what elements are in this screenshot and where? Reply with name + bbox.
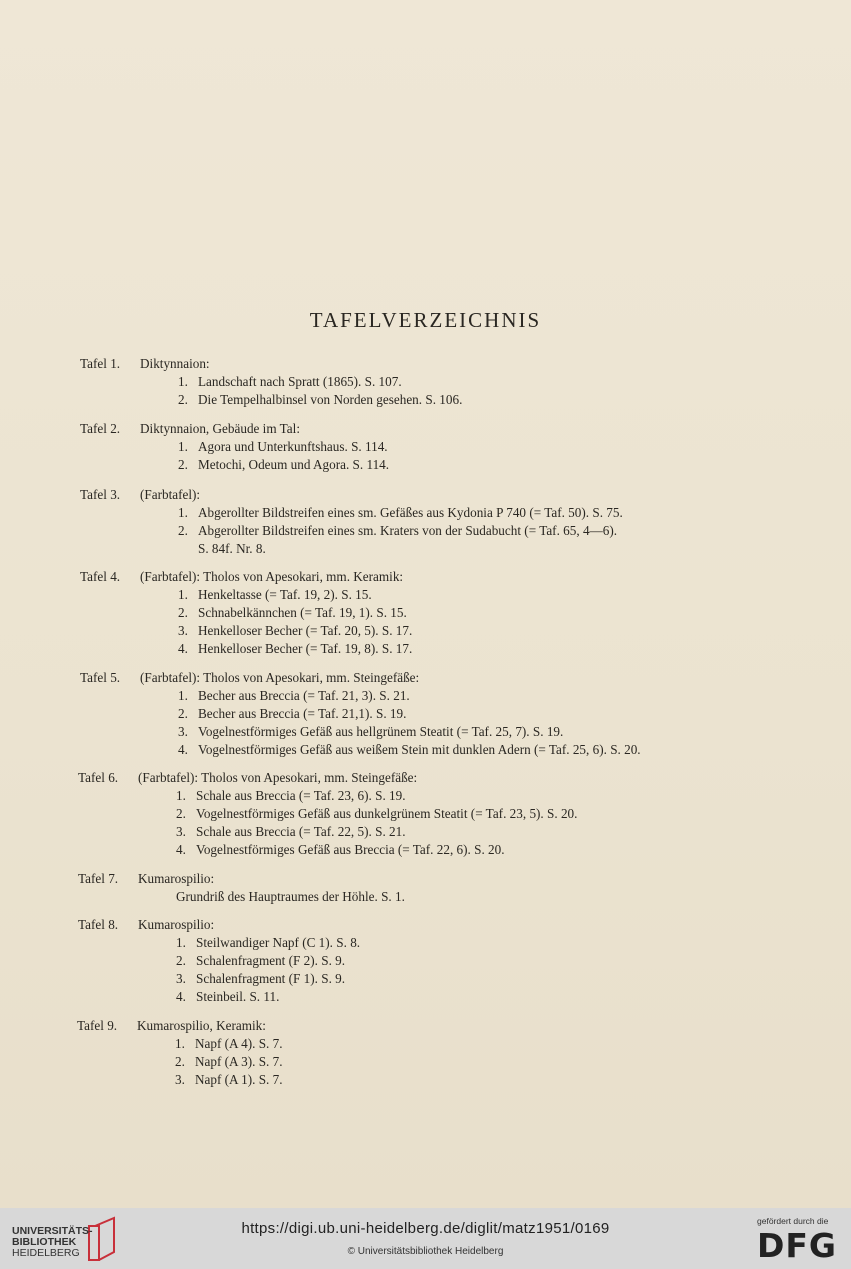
dfg-logo: DFG <box>757 1226 838 1265</box>
tafel-entry <box>77 1017 283 1089</box>
list-item: 1. Henkeltasse (= Taf. 19, 2). S. 15. <box>178 587 372 602</box>
list-item: 1. Abgerollter Bildstreifen eines sm. Gefäßes aus Kydonia P 740 (= Taf. 50). S. 75. <box>178 505 623 520</box>
list-item: 2. Vogelnestförmiges Gefäß aus dunkelgrünem Steatit (= Taf. 23, 5). S. 20. <box>176 806 578 821</box>
tafel-entry <box>78 916 361 1006</box>
tafel-label: Tafel 2. <box>80 421 121 436</box>
page-title: TAFELVERZEICHNIS <box>309 308 542 332</box>
list-item: 4. Steinbeil. S. 11. <box>176 989 280 1004</box>
list-item: S. 84f. Nr. 8. <box>198 541 266 556</box>
tafel-heading: (Farbtafel): Tholos von Apesokari, mm. Keramik: <box>140 569 404 584</box>
copyright-notice: © Universitätsbibliothek Heidelberg <box>347 1246 504 1257</box>
tafel-heading: Kumarospilio: <box>138 871 215 886</box>
list-item: 1. Landschaft nach Spratt (1865). S. 107. <box>178 374 402 389</box>
tafel-entry <box>80 568 413 658</box>
tafel-label: Tafel 8. <box>78 917 119 932</box>
list-item: 4. Vogelnestförmiges Gefäß aus Breccia (= Taf. 22, 6). S. 20. <box>176 842 505 857</box>
tafel-heading: Diktynnaion: <box>140 356 210 371</box>
tafel-entry <box>80 420 390 474</box>
list-item: 2. Schnabelkännchen (= Taf. 19, 1). S. 15. <box>178 605 407 620</box>
library-name: UNIVERSITÄTS- BIBLIOTHEK HEIDELBERG <box>12 1225 93 1259</box>
tafel-heading: (Farbtafel): Tholos von Apesokari, mm. Steingefäße: <box>138 770 418 785</box>
viewer-footer <box>0 1208 851 1269</box>
tafel-label: Tafel 7. <box>78 871 119 886</box>
tafel-heading: (Farbtafel): <box>140 487 201 502</box>
list-item: 3. Vogelnestförmiges Gefäß aus hellgrünem Steatit (= Taf. 25, 7). S. 19. <box>178 724 564 739</box>
tafel-label: Tafel 6. <box>78 770 119 785</box>
list-item: 1. Steilwandiger Napf (C 1). S. 8. <box>176 935 361 950</box>
tafel-label: Tafel 5. <box>80 670 121 685</box>
tafel-heading: Kumarospilio, Keramik: <box>137 1018 266 1033</box>
list-item: 1. Napf (A 4). S. 7. <box>175 1036 283 1051</box>
funded-by-label: gefördert durch die <box>757 1216 829 1226</box>
list-item: 2. Becher aus Breccia (= Taf. 21,1). S. 19. <box>178 706 407 721</box>
tafel-entry <box>80 669 641 759</box>
list-item: 2. Napf (A 3). S. 7. <box>175 1054 283 1069</box>
tafel-label: Tafel 9. <box>77 1018 118 1033</box>
list-item: 3. Napf (A 1). S. 7. <box>175 1072 283 1087</box>
list-item: 3. Schale aus Breccia (= Taf. 22, 5). S. 21. <box>176 824 406 839</box>
tafel-heading: Diktynnaion, Gebäude im Tal: <box>140 421 300 436</box>
tafel-label: Tafel 1. <box>80 356 121 371</box>
tafel-entry <box>80 355 463 409</box>
tafel-label: Tafel 3. <box>80 487 121 502</box>
tafel-heading: Kumarospilio: <box>138 917 215 932</box>
list-item: 2. Abgerollter Bildstreifen eines sm. Kraters von der Sudabucht (= Taf. 65, 4—6). <box>178 523 618 538</box>
tafel-entry <box>80 486 623 558</box>
list-item: 4. Vogelnestförmiges Gefäß aus weißem Stein mit dunklen Adern (= Taf. 25, 6). S. 20. <box>178 742 641 757</box>
list-item: 4. Henkelloser Becher (= Taf. 19, 8). S. 17. <box>178 641 413 656</box>
list-item: 3. Schalenfragment (F 1). S. 9. <box>176 971 346 986</box>
tafel-label: Tafel 4. <box>80 569 121 584</box>
list-item: 1. Schale aus Breccia (= Taf. 23, 6). S. 19. <box>176 788 406 803</box>
tafel-heading: (Farbtafel): Tholos von Apesokari, mm. Steingefäße: <box>140 670 420 685</box>
tafel-entry <box>78 870 405 906</box>
tafel-entry <box>78 769 578 859</box>
list-item: 2. Metochi, Odeum und Agora. S. 114. <box>178 457 390 472</box>
permalink-url[interactable]: https://digi.ub.uni-heidelberg.de/diglit/matz1951/0169 <box>241 1220 610 1237</box>
list-item: 1. Agora und Unterkunftshaus. S. 114. <box>178 439 388 454</box>
list-item: 2. Die Tempelhalbinsel von Norden gesehen. S. 106. <box>178 392 463 407</box>
list-item: 2. Schalenfragment (F 2). S. 9. <box>176 953 346 968</box>
list-item: Grundriß des Hauptraumes der Höhle. S. 1. <box>176 889 405 904</box>
list-item: 1. Becher aus Breccia (= Taf. 21, 3). S. 21. <box>178 688 410 703</box>
list-item: 3. Henkelloser Becher (= Taf. 20, 5). S. 17. <box>178 623 413 638</box>
